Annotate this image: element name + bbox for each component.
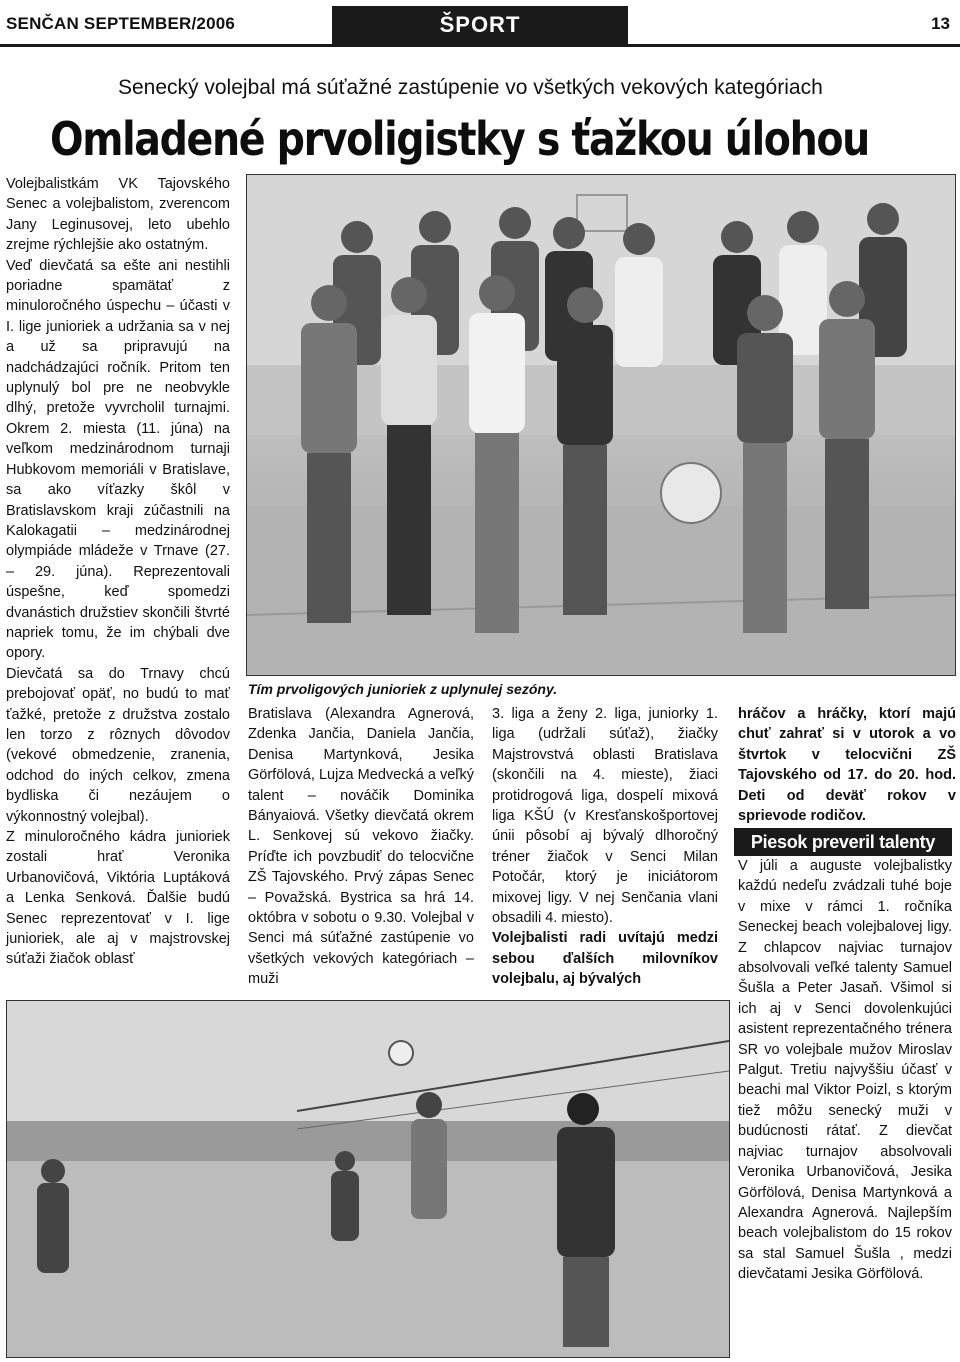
paragraph: 3. liga a ženy 2. liga, juniorky 1. liga (udržali súťaž), žiačky Majstrovstvá oblasti Bratislava (skončili na 4. mieste), žiaci protidrogová liga, dospelí mixová liga KŠÚ (v Kresťanskošportovej únii pôsobí aj bývalý dlhoročný tréner žiačok v Senci Milan Potočár, ktorý je iniciátorom mixovej ligy. V nej Senčania vlani obsadili 4. miesto). bbox=[492, 706, 718, 927]
article-column-1 bbox=[6, 174, 230, 970]
team-photo bbox=[246, 174, 956, 676]
paragraph: Bratislava (Alexandra Agnerová, Zdenka Jančia, Daniela Jančia, Denisa Martynková, Jesika Görfölová, Lujza Medvecká a veľký talent – nováčik Dominika Bányaiová. Všetky dievčatá okrem L. Senkovej sú vekovo žiačky. Príďte ich povzbudiť do telocvične ZŠ Tajovského. Prvý zápas Senec – Považská. Bystrica sa hrá 14. októbra v sobotu o 9.30. Volejbal v Senci má súťažné zastúpenie vo všetkých vekových kategóriach – muži bbox=[248, 706, 474, 988]
header-rule bbox=[0, 44, 960, 47]
newspaper-name: SENČAN SEPTEMBER/2006 bbox=[6, 14, 236, 33]
article-headline: Omladené prvoligistky s ťažkou úlohou bbox=[50, 112, 869, 166]
invitation-text: Volejbalisti radi uvítajú medzi sebou ďalších milovníkov volejbalu, aj bývalých bbox=[492, 930, 718, 988]
article-subtitle: Senecký volejbal má súťažné zastúpenie vo všetkých vekových kategóriach bbox=[118, 76, 823, 99]
article-column-2 bbox=[248, 704, 474, 990]
article-column-3 bbox=[492, 704, 718, 990]
sidebar-text bbox=[738, 856, 952, 1285]
paragraph: Volejbalistkám VK Tajovského Senec a volejbalistom, zverencom Jany Leginusovej, leto ubehlo zrejme rýchlejšie ako ostatným. bbox=[6, 176, 230, 254]
paragraph: Dievčatá sa do Trnavy chcú prebojovať opäť, no budú to mať ťažké, pretože z družstva zostalo len torzo z rôznych dôvodov (vekové obmedzenie, zranenia, odchod do iných celkov, zmena bydliska či nezáujem o výkonnostný volejbal). bbox=[6, 665, 230, 825]
paragraph: Veď dievčatá sa ešte ani nestihli poriadne spamätať z minuloročného úspechu – účasti v I. lige junioriek a udržania sa v nej a už sa pripravujú na nadchádzajúci ročník. Pritom ten uplynulý bol pre ne neobvykle dlhý, pretože vyvrcholil turnajmi. Okrem 2. miesta (11. júna) na veľkom medzinárodnom turnaji Hubkovom memoriáli v Bratislave, sa ako víťazky škôl v Bratislavskom kraji zúčastnili na Kalokagatii – medzinárodnej olympiáde mládeže v Trnave (27. – 29. júna). Reprezentovali úspešne, keď spomedzi dvanástich družstiev skončili štvrté napriek tomu, že im chýbali dve opory. bbox=[6, 257, 230, 662]
beach-volleyball-photo bbox=[6, 1000, 730, 1358]
page-number: 13 bbox=[931, 14, 950, 33]
sidebar-title: Piesok preveril talenty bbox=[734, 828, 952, 856]
section-title: ŠPORT bbox=[332, 6, 628, 44]
invitation-text-continued: hráčov a hráčky, ktorí majú chuť zahrať si v utorok a vo štvrtok v telocvični ZŠ Tajovského od 17. do 20. hod. Deti od deväť rokov v sprievode rodičov. bbox=[738, 706, 956, 825]
paragraph: V júli a auguste volejbalistky každú nedeľu zvádzali tuhé boje v mixe v rámci 1. ročníka Seneckej beach volejbalovej ligy. Z chlapcov najviac turnajov absolvovali veľké talenty Samuel Šušla a Peter Jasaň. Všimol si ich aj v Senci dovolenkujúci asistent reprezentačného trénera SR vo volejbale mužov Miroslav Palgut. Tretiu najvyššiu účasť v beachi mal Viktor Poizl, s ktorým tiež môžu senecký muži v budúcnosti rátať. Z dievčat najviac turnajov absolvovali Veronika Urbanovičová, Jesika Görfölová, Denisa Martynková a Alexandra Agnerová. Najlepším beach volejbalistom do 15 rokov sa stal Samuel Šušla , medzi dievčatami Jesika Görfölová. bbox=[738, 858, 952, 1283]
article-column-4 bbox=[738, 704, 956, 826]
paragraph: Z minuloročného kádra junioriek zostali hrať Veronika Urbanovičová, Viktória Luptáková a Lenka Senková. Ďalšie budú Senec reprezentovať v I. lige junioriek, ale aj v majstrovskej súťaži žiačok oblasť bbox=[6, 829, 230, 968]
photo-caption: Tím prvoligových junioriek z uplynulej sezóny. bbox=[248, 681, 558, 697]
